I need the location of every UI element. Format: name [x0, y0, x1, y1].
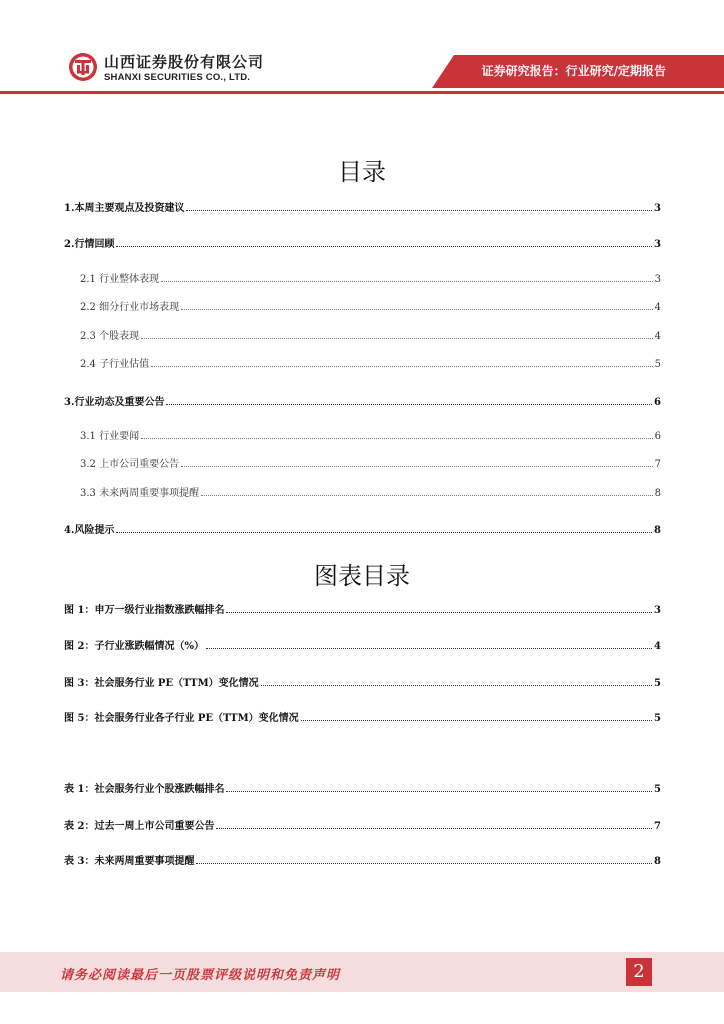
- toc-leader: [151, 366, 653, 367]
- toc-leader: [261, 685, 652, 686]
- figure-item-page: 4: [654, 641, 661, 652]
- table-item-label: 表 2：过去一周上市公司重要公告: [64, 821, 215, 832]
- toc-leader: [141, 438, 653, 439]
- table-item[interactable]: [64, 818, 661, 832]
- toc-item-label: 2.3 个股表现: [80, 331, 140, 342]
- figure-item-page: 5: [654, 713, 661, 724]
- figure-item-page: 5: [654, 678, 661, 689]
- table-item-label: 表 1：社会服务行业个股涨跌幅排名: [64, 784, 225, 795]
- toc-leader: [301, 720, 652, 721]
- toc-title: 目录: [338, 158, 386, 186]
- toc-item-label: 2.行情回顾: [64, 239, 115, 250]
- toc-subitem[interactable]: [80, 299, 661, 313]
- figure-item-label: 图 2：子行业涨跌幅情况（%）: [64, 641, 204, 652]
- toc-leader: [226, 612, 652, 613]
- table-item[interactable]: [64, 853, 661, 867]
- toc-item-page: 8: [654, 488, 661, 499]
- toc-leader: [116, 246, 652, 247]
- toc-item-page: 7: [654, 459, 661, 470]
- figure-item-label: 图 1：申万一级行业指数涨跌幅排名: [64, 605, 225, 616]
- page-header: [0, 0, 724, 100]
- figure-item[interactable]: [64, 675, 661, 689]
- company-name-cn: 山西证券股份有限公司: [104, 53, 265, 71]
- toc-subitem[interactable]: [80, 271, 661, 285]
- figure-item-label: 图 3：社会服务行业 PE（TTM）变化情况: [64, 678, 259, 689]
- table-item-page: 8: [654, 856, 661, 867]
- toc-item-label: 2.4 子行业估值: [80, 359, 150, 370]
- footer-disclaimer: 请务必阅读最后一页股票评级说明和免责声明: [60, 968, 341, 983]
- toc-item[interactable]: [64, 522, 661, 536]
- toc-leader: [226, 791, 652, 792]
- toc-item-page: 6: [654, 397, 661, 408]
- toc-item-label: 3.1 行业要闻: [80, 431, 140, 442]
- toc-item-label: 3.2 上市公司重要公告: [80, 459, 180, 470]
- figure-item-label: 图 5：社会服务行业各子行业 PE（TTM）变化情况: [64, 713, 299, 724]
- toc-item-page: 8: [654, 525, 661, 536]
- company-logo-icon: [68, 52, 98, 82]
- table-item-label: 表 3：未来两周重要事项提醒: [64, 856, 195, 867]
- toc-item-label: 1.本周主要观点及投资建议: [64, 203, 185, 214]
- table-item-page: 5: [654, 784, 661, 795]
- toc-subitem[interactable]: [80, 328, 661, 342]
- toc-leader: [181, 309, 653, 310]
- toc-item[interactable]: [64, 394, 661, 408]
- toc-item-page: 6: [654, 431, 661, 442]
- figure-item-page: 3: [654, 605, 661, 616]
- toc-subitem[interactable]: [80, 456, 661, 470]
- company-name: [104, 54, 264, 83]
- toc-item-label: 4.风险提示: [64, 525, 115, 536]
- report-type: 证券研究报告：行业研究/定期报告: [481, 64, 666, 78]
- table-item[interactable]: [64, 781, 661, 795]
- toc-leader: [161, 281, 653, 282]
- toc-leader: [186, 210, 652, 211]
- toc-item-label: 3.行业动态及重要公告: [64, 397, 165, 408]
- header-divider: [0, 91, 724, 94]
- toc-leader: [196, 863, 652, 864]
- toc-subitem[interactable]: [80, 485, 661, 499]
- toc-subitem[interactable]: [80, 356, 661, 370]
- toc-leader: [216, 828, 652, 829]
- toc-item-label: 2.1 行业整体表现: [80, 274, 160, 285]
- toc-item-page: 3: [654, 203, 661, 214]
- toc-item-page: 3: [654, 274, 661, 285]
- company-name-en: SHANXI SECURITIES CO., LTD.: [104, 72, 251, 83]
- toc-item[interactable]: [64, 236, 661, 250]
- toc-item-label: 3.3 未来两周重要事项提醒: [80, 488, 200, 499]
- toc-leader: [166, 404, 652, 405]
- table-item-page: 7: [654, 821, 661, 832]
- toc-leader: [181, 466, 653, 467]
- toc-item[interactable]: [64, 200, 661, 214]
- toc-leader: [116, 532, 652, 533]
- toc-item-page: 4: [654, 302, 661, 313]
- figure-item[interactable]: [64, 602, 661, 616]
- figures-title: 图表目录: [314, 562, 410, 590]
- page-number: 2: [626, 958, 652, 986]
- toc-item-label: 2.2 细分行业市场表现: [80, 302, 180, 313]
- toc-item-page: 5: [654, 359, 661, 370]
- figure-item[interactable]: [64, 638, 661, 652]
- toc-item-page: 3: [654, 239, 661, 250]
- toc-leader: [141, 338, 653, 339]
- toc-item-page: 4: [654, 331, 661, 342]
- toc-leader: [201, 495, 653, 496]
- toc-leader: [206, 648, 652, 649]
- toc-subitem[interactable]: [80, 428, 661, 442]
- figure-item[interactable]: [64, 710, 661, 724]
